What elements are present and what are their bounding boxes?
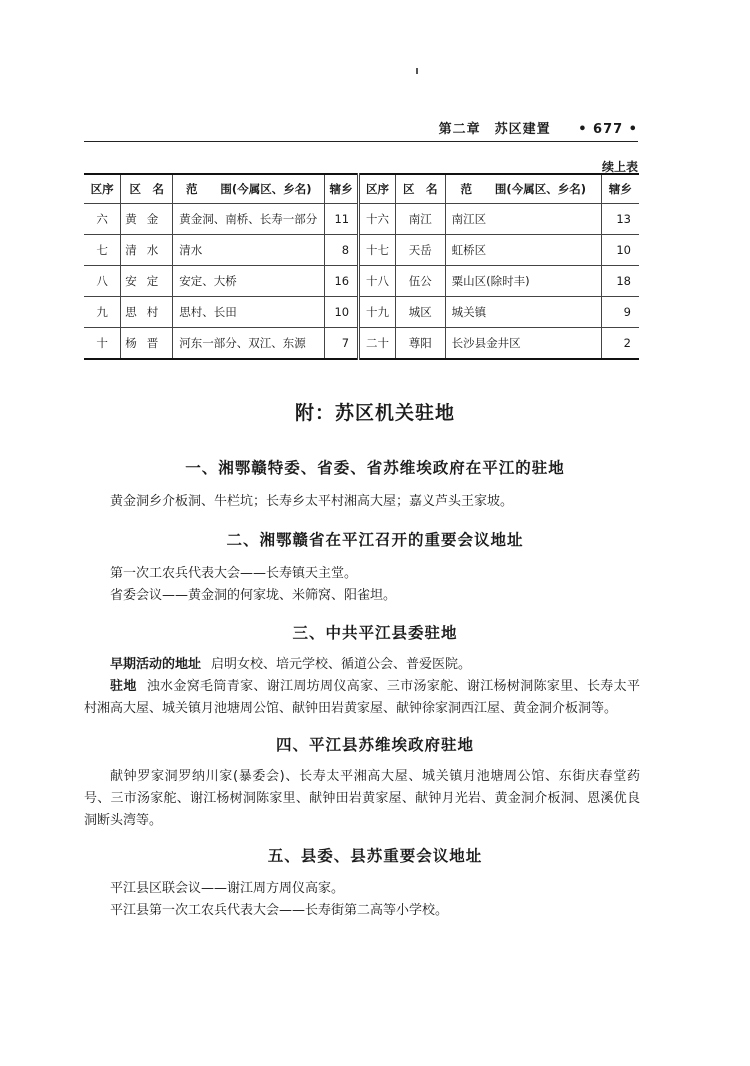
district-name: 黄金 (121, 204, 173, 235)
district-scope: 城关镇 (445, 297, 601, 328)
township-count: 13 (601, 204, 639, 235)
table-row (84, 297, 639, 328)
section-paragraph (84, 676, 640, 720)
district-seq: 十八 (359, 266, 396, 297)
section-paragraph (84, 654, 640, 676)
section-paragraph: 平江县区联会议——谢江周方周仪高家。 (110, 881, 345, 896)
district-name: 清水 (121, 235, 173, 266)
township-count: 7 (325, 328, 359, 360)
district-seq: 七 (84, 235, 121, 266)
section-heading: 二、湘鄂赣省在平江召开的重要会议地址 (226, 530, 524, 549)
district-table (84, 173, 639, 360)
district-scope: 安定、大桥 (173, 266, 325, 297)
section-paragraph: 省委会议——黄金洞的何家垅、米筛窝、阳雀坦。 (110, 588, 397, 603)
district-scope: 长沙县金井区 (445, 328, 601, 360)
district-name: 杨晋 (121, 328, 173, 360)
section-paragraph: 平江县第一次工农兵代表大会——长寿街第二高等小学校。 (110, 903, 449, 918)
appendix-title: 附：苏区机关驻地 (294, 402, 455, 424)
running-header (84, 118, 638, 138)
section-paragraph: 第一次工农兵代表大会——长寿镇天主堂。 (110, 566, 358, 581)
table-header-row (84, 174, 639, 204)
table-row (84, 328, 639, 360)
district-name: 伍公 (395, 266, 445, 297)
section-paragraph: 献钟罗家洞罗纳川家(暴委会)、长寿太平湘高大屋、城关镇月池塘周公馆、东街庆春堂药号、三市汤家舵、谢江杨树洞陈家里、献钟田岩黄家屋、献钟月光岩、黄金洞介板洞、恩溪优良洞断头湾等。 (84, 769, 640, 828)
township-count: 8 (325, 235, 359, 266)
district-seq: 十九 (359, 297, 396, 328)
district-scope: 粟山区(除时丰) (445, 266, 601, 297)
chapter-title: 第二章 苏区建置 (438, 122, 551, 137)
district-name: 尊阳 (395, 328, 445, 360)
district-scope: 清水 (173, 235, 325, 266)
page-number: • 677 • (578, 122, 638, 137)
district-name: 安定 (121, 266, 173, 297)
section-paragraph: 黄金洞乡介板洞、牛栏坑；长寿乡太平村湘高大屋；嘉义芦头王家坡。 (110, 494, 514, 509)
section-heading: 五、县委、县苏重要会议地址 (267, 846, 483, 865)
district-scope: 南江区 (445, 204, 601, 235)
township-count: 10 (325, 297, 359, 328)
table-continued-label: 续上表 (601, 160, 638, 174)
item-text: 浊水金窝毛筒青家、谢江周坊周仪高家、三市汤家舵、谢江杨树洞陈家里、长寿太平村湘高大屋、城关镇月池塘周公馆、献钟田岩黄家屋、献钟徐家洞西江屋、黄金洞介板洞等。 (84, 679, 640, 716)
column-header: 辖乡 (325, 174, 359, 204)
column-header: 区序 (359, 174, 396, 204)
column-header: 辖乡 (601, 174, 639, 204)
district-name: 城区 (395, 297, 445, 328)
township-count: 11 (325, 204, 359, 235)
header-rule (84, 141, 638, 142)
district-seq: 十七 (359, 235, 396, 266)
district-name: 天岳 (395, 235, 445, 266)
district-seq: 十六 (359, 204, 396, 235)
district-name: 南江 (395, 204, 445, 235)
section-heading: 四、平江县苏维埃政府驻地 (275, 735, 474, 754)
district-seq: 九 (84, 297, 121, 328)
section-heading: 三、中共平江县委驻地 (292, 623, 458, 642)
township-count: 10 (601, 235, 639, 266)
column-header: 区 名 (395, 174, 445, 204)
district-scope: 思村、长田 (173, 297, 325, 328)
township-count: 18 (601, 266, 639, 297)
item-label: 早期活动的地址 (110, 657, 202, 672)
district-scope: 河东一部分、双江、东源 (173, 328, 325, 360)
table-row (84, 266, 639, 297)
district-scope: 黄金洞、南桥、长寿一部分 (173, 204, 325, 235)
column-header: 区 名 (121, 174, 173, 204)
table-row (84, 204, 639, 235)
township-count: 9 (601, 297, 639, 328)
district-seq: 十 (84, 328, 121, 360)
district-seq: 八 (84, 266, 121, 297)
item-text: 启明女校、培元学校、循道公会、普爱医院。 (211, 657, 472, 672)
column-header: 区序 (84, 174, 121, 204)
section-heading: 一、湘鄂赣特委、省委、省苏维埃政府在平江的驻地 (185, 458, 565, 477)
table-row (84, 235, 639, 266)
scan-speck (416, 68, 418, 74)
district-seq: 二十 (359, 328, 396, 360)
column-header: 范 围(今属区、乡名) (173, 174, 325, 204)
township-count: 16 (325, 266, 359, 297)
district-name: 思村 (121, 297, 173, 328)
column-header: 范 围(今属区、乡名) (445, 174, 601, 204)
district-scope: 虹桥区 (445, 235, 601, 266)
township-count: 2 (601, 328, 639, 360)
item-label: 驻地 (110, 679, 137, 694)
district-seq: 六 (84, 204, 121, 235)
